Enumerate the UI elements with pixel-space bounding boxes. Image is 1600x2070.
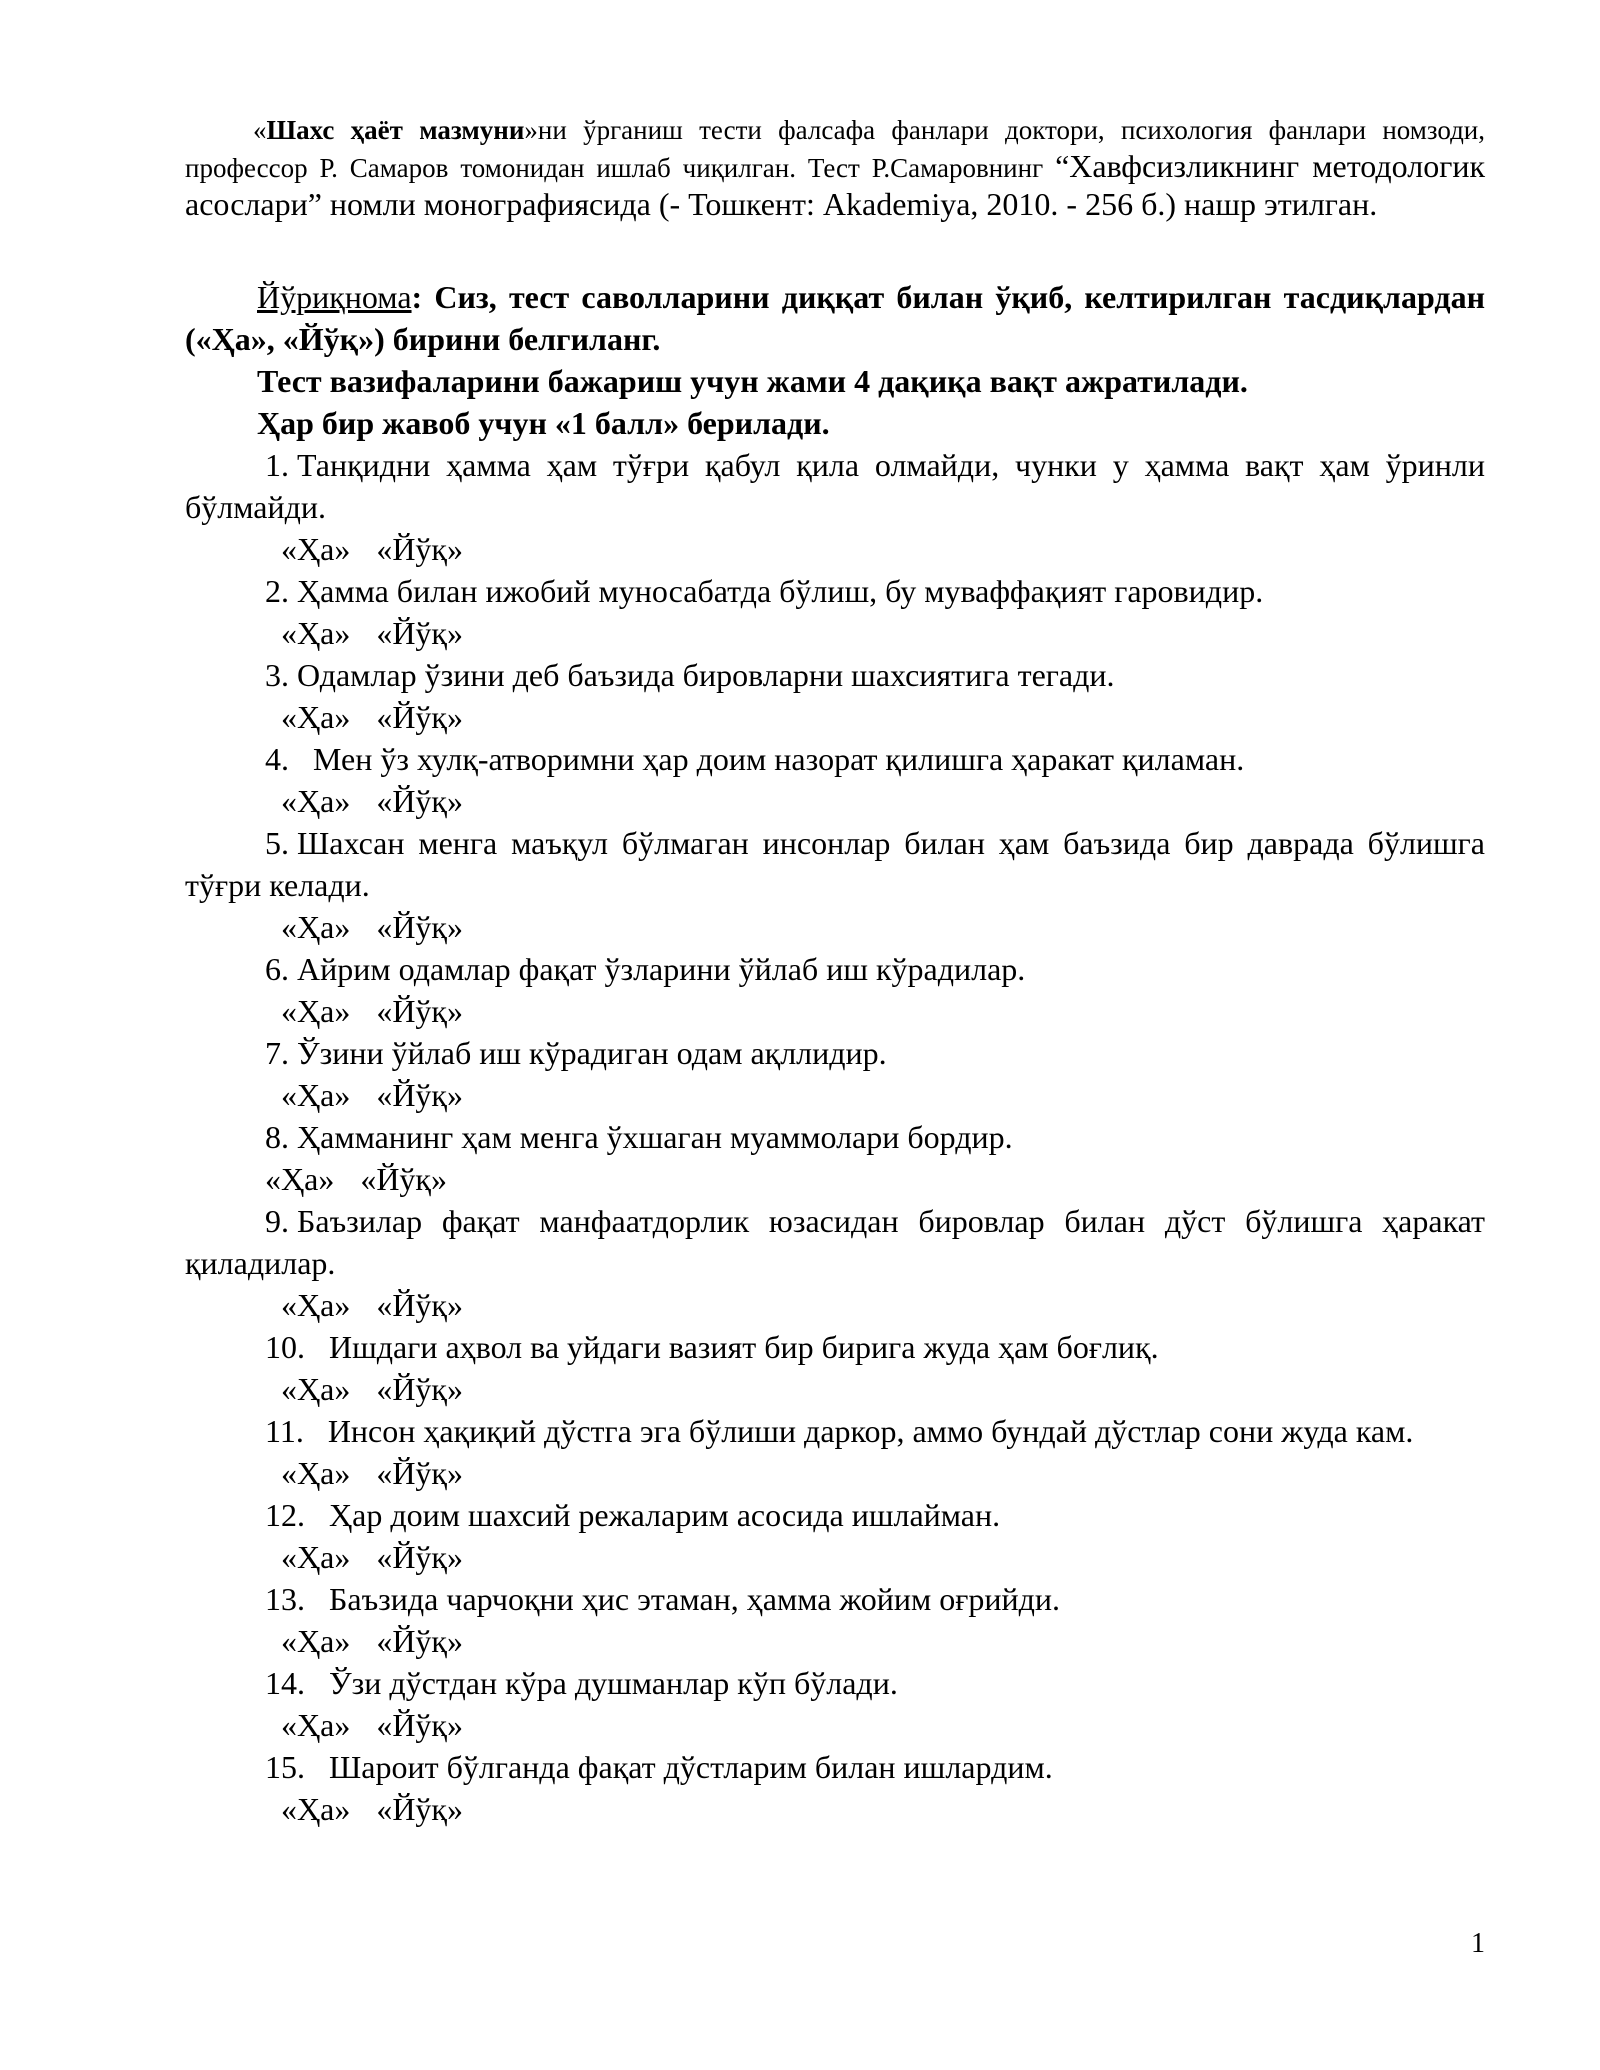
question-text: Танқидни ҳамма ҳам тўғри қабул қила олмайди, чунки у ҳамма вақт ҳам ўринли бўлмайди. xyxy=(185,447,1485,525)
question-number: 6. xyxy=(265,951,289,987)
question-text: Шахсан менга маъқул бўлмаган инсонлар билан ҳам баъзида бир даврада бўлишга тўғри келади. xyxy=(185,825,1485,903)
answer-options-7 xyxy=(185,1074,1485,1116)
question-text: Ҳамма билан ижобий муносабатда бўлиш, бу муваффақият гаровидир. xyxy=(297,573,1264,609)
question-1 xyxy=(185,444,1485,528)
answer-no[interactable]: «Йўқ» xyxy=(376,1287,463,1323)
question-text: Ўзи дўстдан кўра душманлар кўп бўлади. xyxy=(313,1665,898,1701)
question-text: Ўзини ўйлаб иш кўрадиган одам ақллидир. xyxy=(297,1035,887,1071)
question-number: 13. xyxy=(265,1581,305,1617)
question-15 xyxy=(185,1746,1485,1788)
answer-options-9 xyxy=(185,1284,1485,1326)
answer-yes[interactable]: «Ҳа» xyxy=(281,531,351,567)
question-text: Айрим одамлар фақат ўзларини ўйлаб иш кўрадилар. xyxy=(297,951,1026,987)
answer-no[interactable]: «Йўқ» xyxy=(376,1539,463,1575)
question-6 xyxy=(185,948,1485,990)
intro-paragraph xyxy=(185,112,1485,224)
instructions-label: Йўриқнома xyxy=(257,279,412,315)
answer-no[interactable]: «Йўқ» xyxy=(376,1077,463,1113)
question-10 xyxy=(185,1326,1485,1368)
answer-no[interactable]: «Йўқ» xyxy=(376,699,463,735)
answer-no[interactable]: «Йўқ» xyxy=(376,1455,463,1491)
answer-no[interactable]: «Йўқ» xyxy=(376,1791,463,1827)
question-text: Ҳамманинг ҳам менга ўхшаган муаммолари бордир. xyxy=(297,1119,1013,1155)
answer-options-13 xyxy=(185,1620,1485,1662)
answer-no[interactable]: «Йўқ» xyxy=(376,783,463,819)
answer-yes[interactable]: «Ҳа» xyxy=(281,1539,351,1575)
question-text: Шароит бўлганда фақат дўстларим билан ишлардим. xyxy=(313,1749,1053,1785)
answer-yes[interactable]: «Ҳа» xyxy=(281,909,351,945)
question-text: Одамлар ўзини деб баъзида бировларни шахсиятига тегади. xyxy=(297,657,1115,693)
question-8 xyxy=(185,1116,1485,1158)
question-text: Баъзида чарчоқни ҳис этаман, ҳамма жойим оғрийди. xyxy=(313,1581,1061,1617)
spacer xyxy=(185,224,1485,276)
question-12 xyxy=(185,1494,1485,1536)
answer-yes[interactable]: «Ҳа» xyxy=(281,1623,351,1659)
answer-yes[interactable]: «Ҳа» xyxy=(265,1161,335,1197)
question-number: 10. xyxy=(265,1329,305,1365)
answer-yes[interactable]: «Ҳа» xyxy=(281,783,351,819)
document-page xyxy=(185,112,1485,1830)
question-9 xyxy=(185,1200,1485,1284)
answer-no[interactable]: «Йўқ» xyxy=(376,1623,463,1659)
question-list xyxy=(185,444,1485,1830)
question-text: Ишдаги аҳвол ва уйдаги вазият бир бирига жуда ҳам боғлиқ. xyxy=(313,1329,1159,1365)
question-number: 8. xyxy=(265,1119,289,1155)
answer-no[interactable]: «Йўқ» xyxy=(376,531,463,567)
question-number: 9. xyxy=(265,1203,289,1239)
question-14 xyxy=(185,1662,1485,1704)
question-3 xyxy=(185,654,1485,696)
answer-options-14 xyxy=(185,1704,1485,1746)
answer-no[interactable]: «Йўқ» xyxy=(360,1161,447,1197)
question-number: 11. xyxy=(265,1413,304,1449)
answer-yes[interactable]: «Ҳа» xyxy=(281,1455,351,1491)
question-text: Инсон ҳақиқий дўстга эга бўлиши даркор, аммо бундай дўстлар сони жуда кам. xyxy=(311,1413,1414,1449)
answer-options-4 xyxy=(185,780,1485,822)
question-number: 15. xyxy=(265,1749,305,1785)
answer-options-12 xyxy=(185,1536,1485,1578)
answer-yes[interactable]: «Ҳа» xyxy=(281,615,351,651)
question-text: Ҳар доим шахсий режаларим асосида ишлайман. xyxy=(313,1497,1001,1533)
question-number: 1. xyxy=(265,447,289,483)
question-7 xyxy=(185,1032,1485,1074)
answer-no[interactable]: «Йўқ» xyxy=(376,1707,463,1743)
page-number: 1 xyxy=(1471,1928,1485,1959)
answer-no[interactable]: «Йўқ» xyxy=(376,993,463,1029)
question-number: 12. xyxy=(265,1497,305,1533)
test-title: Шахс ҳаёт мазмуни xyxy=(266,115,525,145)
instructions-paragraph xyxy=(185,276,1485,360)
answer-options-15 xyxy=(185,1788,1485,1830)
answer-options-10 xyxy=(185,1368,1485,1410)
question-number: 4. xyxy=(265,741,289,777)
answer-options-8 xyxy=(185,1158,1485,1200)
answer-no[interactable]: «Йўқ» xyxy=(376,615,463,651)
score-note: Ҳар бир жавоб учун «1 балл» берилади. xyxy=(257,405,830,441)
answer-yes[interactable]: «Ҳа» xyxy=(281,1077,351,1113)
question-number: 3. xyxy=(265,657,289,693)
answer-options-11 xyxy=(185,1452,1485,1494)
question-number: 5. xyxy=(265,825,289,861)
answer-options-3 xyxy=(185,696,1485,738)
intro-text-part1: »ни ўрганиш тести фалсафа фанлари доктори, психология фанлари номзоди, профессор Р. Самаров томонидан ишлаб чиқилган. Тест Р.Самаровнинг xyxy=(185,115,1486,183)
intro-text-part2: “Хавфсизликнинг методологик асослари” номли монографиясида (- Тошкент: Akademiya, 2010. - 256 б.) нашр этилган. xyxy=(185,148,1486,222)
question-number: 14. xyxy=(265,1665,305,1701)
question-text: Баъзилар фақат манфаатдорлик юзасидан бировлар билан дўст бўлишга ҳаракат қиладилар. xyxy=(185,1203,1485,1281)
answer-options-6 xyxy=(185,990,1485,1032)
question-4 xyxy=(185,738,1485,780)
instructions-text: : Сиз, тест саволларини диққат билан ўқиб, келтирилган тасдиқлардан («Ҳа», «Йўқ») бирини белгиланг. xyxy=(185,279,1485,357)
answer-options-1 xyxy=(185,528,1485,570)
answer-yes[interactable]: «Ҳа» xyxy=(281,699,351,735)
answer-options-5 xyxy=(185,906,1485,948)
intro-open-quote: « xyxy=(253,115,267,145)
answer-options-2 xyxy=(185,612,1485,654)
question-number: 7. xyxy=(265,1035,289,1071)
question-11 xyxy=(185,1410,1485,1452)
answer-no[interactable]: «Йўқ» xyxy=(376,1371,463,1407)
question-5 xyxy=(185,822,1485,906)
answer-yes[interactable]: «Ҳа» xyxy=(281,1791,351,1827)
answer-yes[interactable]: «Ҳа» xyxy=(281,1707,351,1743)
question-text: Мен ўз хулқ-атворимни ҳар доим назорат қилишга ҳаракат қиламан. xyxy=(297,741,1245,777)
answer-yes[interactable]: «Ҳа» xyxy=(281,1371,351,1407)
question-2 xyxy=(185,570,1485,612)
question-number: 2. xyxy=(265,573,289,609)
time-note: Тест вазифаларини бажариш учун жами 4 дақиқа вақт ажратилади. xyxy=(257,363,1248,399)
answer-yes[interactable]: «Ҳа» xyxy=(281,993,351,1029)
question-13 xyxy=(185,1578,1485,1620)
answer-no[interactable]: «Йўқ» xyxy=(376,909,463,945)
answer-yes[interactable]: «Ҳа» xyxy=(281,1287,351,1323)
